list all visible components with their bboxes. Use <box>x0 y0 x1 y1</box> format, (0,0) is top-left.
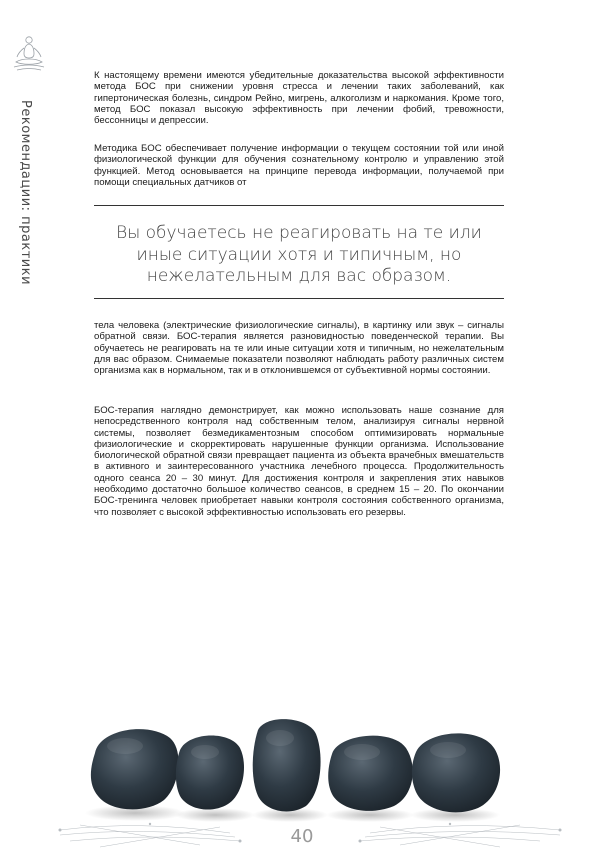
black-stones-icon <box>80 708 530 823</box>
pull-quote: Вы обучаетесь не реагировать на те или иные ситуации хотя и типичным, но нежелательным для вас образом. <box>116 223 482 286</box>
paragraph-2: Методика БОС обеспечивает получение информации о текущем состоянии той или иной физиологической функции для обучения сознательному контролю и управлению этой функцией. Метод основывается на принципе перевода информации, получаемой при помощи специальных датчиков от <box>94 143 504 188</box>
paragraph-1: К настоящему времени имеются убедительные доказательства высокой эффективности метода БОС при снижении уровня стресса и лечении таких заболеваний, как гипертоническая болезнь, синдром Рейно, мигрень, алкоголизм и наркомания. Кроме того, метод БОС показал высокую эффективность при лечении фобий, тревожности, бессонницы и депрессии. <box>94 70 504 127</box>
quote-rule-top <box>94 205 504 206</box>
section-title: Рекомендации: практики <box>18 100 33 286</box>
paragraph-4: БОС-терапия наглядно демонстрирует, как можно использовать наше сознание для непосредственного контроля над собственным телом, анализируя сигналы нервной системы, позволяет безмедикаментозным способом оптимизировать нормальные физиологические и скорректировать нарушенные функции организма. Использование биологической обратной связи превращает пациента из объекта врачебных вмешательств в активного и заинтересованного участника лечебного процесса. Продолжительность одного сеанса 20 – 30 минут. Для достижения контроля и закрепления этих навыков необходимо достаточно большое количество сеансов, в среднем 15 – 20. По окончании БОС-тренинга человек приобретает навыки контроля состояния собственного организма, что позволяет с высокой эффективностью использовать его резервы. <box>94 405 504 518</box>
paragraph-3: тела человека (электрические физиологические сигналы), в картинку или звук – сигналы обратной связи. БОС-терапия является разновидностью поведенческой терапии. Вы обучаетесь не реагировать на те или иные ситуации хотя и типичным, но нежелательным для вас образом. Снимаемые показатели позволяют наблюдать работу различных систем организма как в нормальном, так и в отклонившемся от субъективной нормы состоянии. <box>94 320 504 377</box>
meditation-figure-icon <box>12 34 46 74</box>
quote-rule-bottom <box>94 298 504 299</box>
page-number: 40 <box>290 826 314 847</box>
